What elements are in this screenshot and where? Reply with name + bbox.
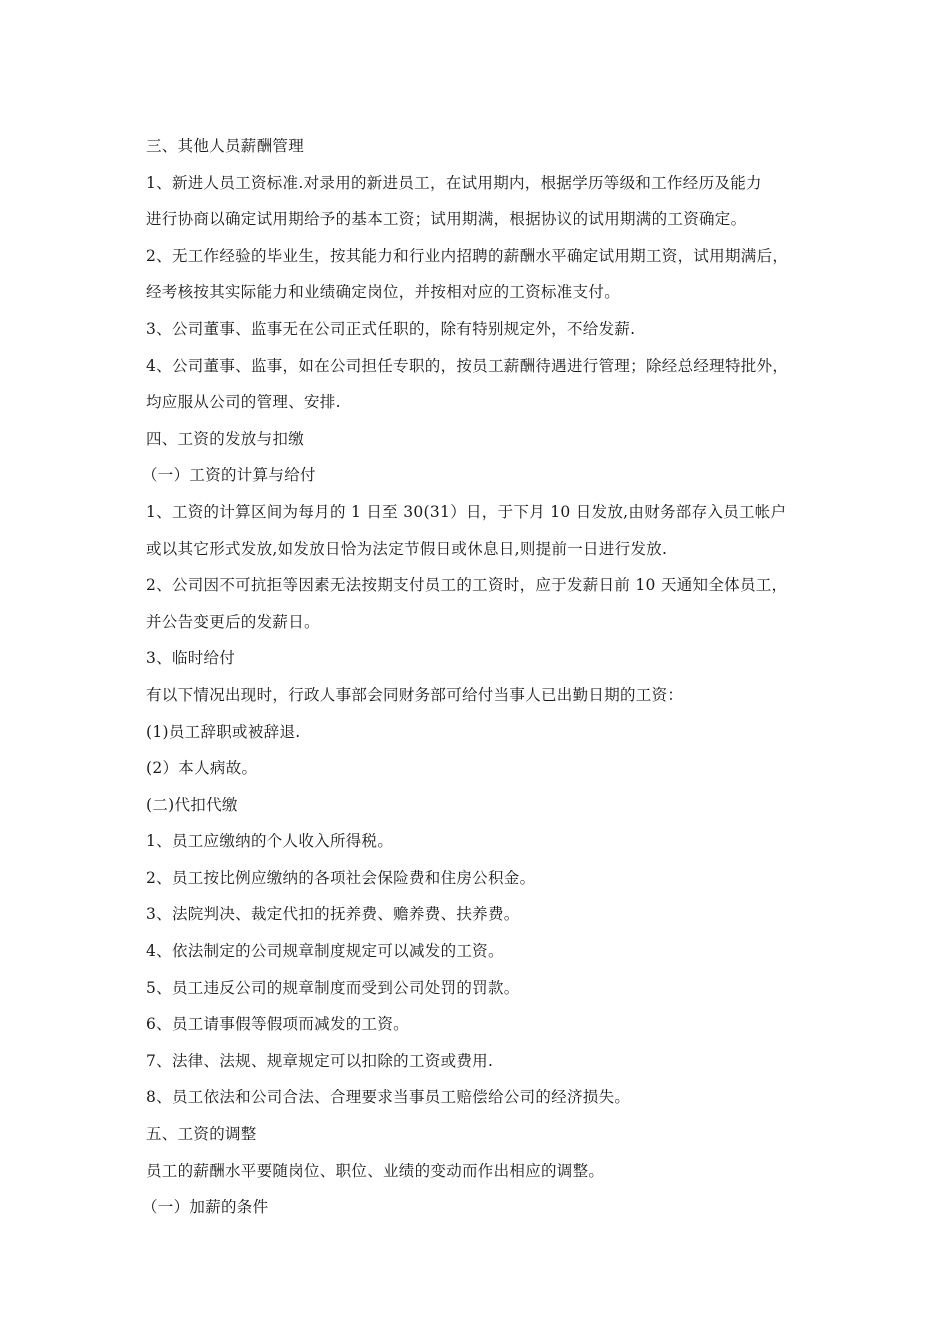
paragraph-line: 4、公司董事、监事，如在公司担任专职的，按员工薪酬待遇进行管理；除经总经理特批外，: [146, 356, 789, 375]
list-item: 5、员工违反公司的规章制度而受到公司处罚的罚款。: [146, 978, 520, 997]
paragraph-line: 经考核按其实际能力和业绩确定岗位，并按相对应的工资标准支付。: [146, 283, 621, 302]
section-heading-pay-distribution: 四、工资的发放与扣缴: [146, 429, 305, 448]
paragraph-line: 员工的薪酬水平要随岗位、职位、业绩的变动而作出相应的调整。: [146, 1161, 605, 1180]
list-item: 7、法律、法规、规章规定可以扣除的工资或费用.: [146, 1051, 494, 1070]
paragraph-line: 均应服从公司的管理、安排.: [146, 393, 341, 412]
list-item: (1)员工辞职或被辞退.: [146, 722, 301, 741]
paragraph-line: 并公告变更后的发薪日。: [146, 612, 320, 631]
paragraph-line: 2、公司因不可抗拒等因素无法按期支付员工的工资时，应于发薪日前 10 天通知全体员工，: [146, 576, 788, 595]
paragraph-line: 1、工资的计算区间为每月的 1 日至 30(31）日，于下月 10 日发放,由财务部存入员工帐户: [146, 502, 787, 521]
list-item: 1、员工应缴纳的个人收入所得税。: [146, 832, 394, 851]
subsection-heading-withholding: (二)代扣代缴: [146, 795, 238, 814]
paragraph-line: 1、新进人员工资标准.对录用的新进员工，在试用期内，根据学历等级和工作经历及能力: [146, 173, 762, 192]
list-item: 8、员工依法和公司合法、合理要求当事员工赔偿给公司的经济损失。: [146, 1088, 631, 1107]
list-item: 4、依法制定的公司规章制度规定可以减发的工资。: [146, 942, 504, 961]
list-item: 3、法院判决、裁定代扣的抚养费、赡养费、扶养费。: [146, 905, 520, 924]
list-item: (2）本人病故。: [146, 759, 258, 778]
document-body: [142, 128, 826, 1226]
paragraph-line: 进行协商以确定试用期给予的基本工资；试用期满，根据协议的试用期满的工资确定。: [146, 210, 747, 229]
subsection-heading-raise-conditions: （一）加薪的条件: [142, 1198, 269, 1217]
paragraph-line: 2、无工作经验的毕业生，按其能力和行业内招聘的薪酬水平确定试用期工资，试用期满后，: [146, 246, 789, 265]
section-heading-pay-adjustment: 五、工资的调整: [146, 1125, 257, 1144]
subsection-heading-calculation: （一）工资的计算与给付: [142, 466, 316, 485]
list-item: 2、员工按比例应缴纳的各项社会保险费和住房公积金。: [146, 868, 536, 887]
section-heading-other-staff-pay: 三、其他人员薪酬管理: [146, 137, 305, 155]
paragraph-line: 3、临时给付: [146, 649, 236, 668]
paragraph-line: 或以其它形式发放,如发放日恰为法定节假日或休息日,则提前一日进行发放.: [146, 539, 668, 558]
paragraph-line: 有以下情况出现时，行政人事部会同财务部可给付当事人已出勤日期的工资：: [146, 685, 684, 704]
list-item: 6、员工请事假等假项而减发的工资。: [146, 1015, 409, 1034]
paragraph-line: 3、公司董事、监事无在公司正式任职的，除有特别规定外，不给发薪.: [146, 319, 636, 338]
